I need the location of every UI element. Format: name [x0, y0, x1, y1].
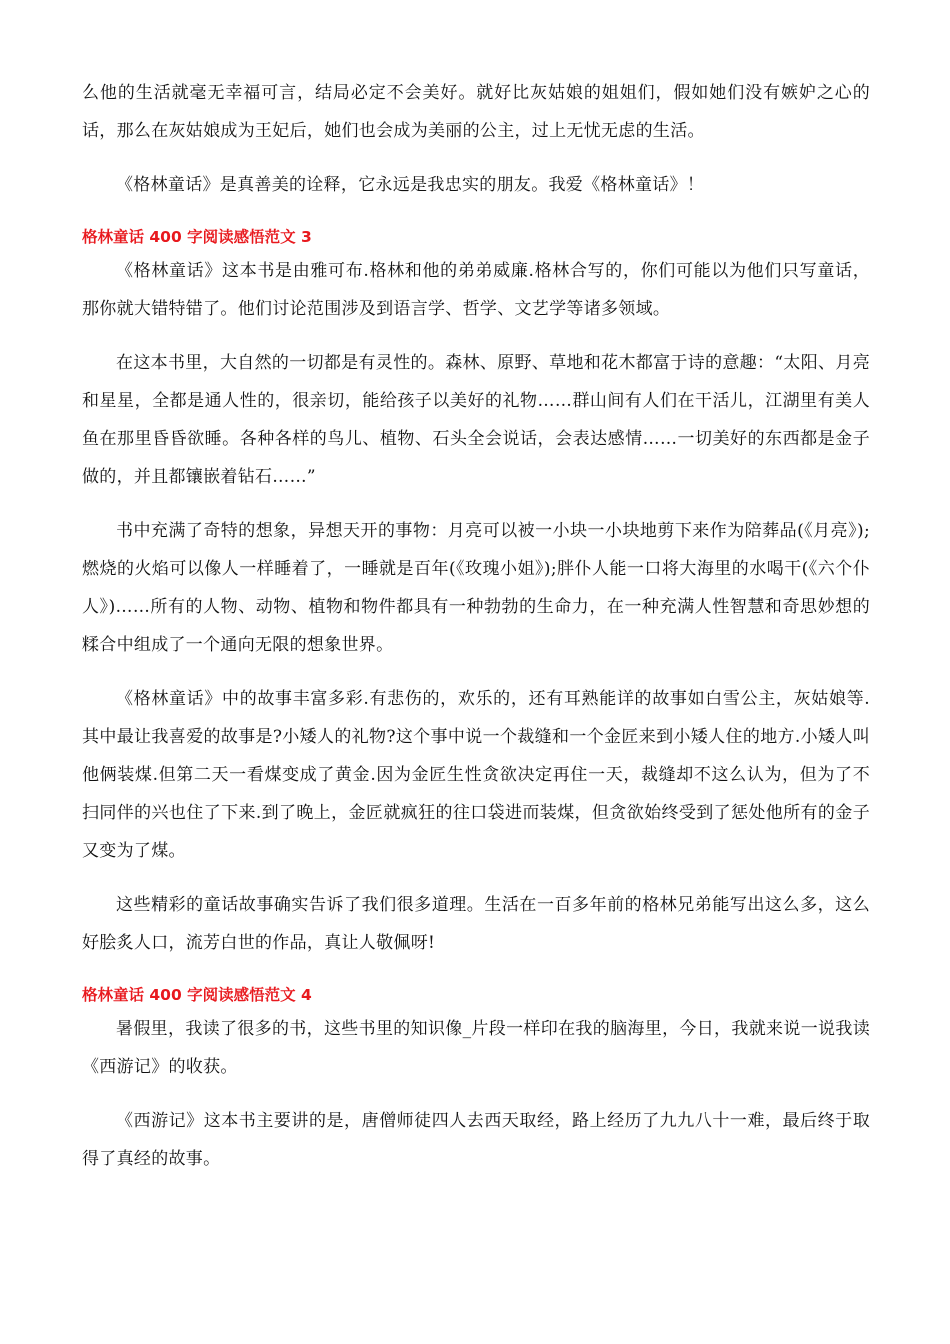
- section-heading-essay-4: 格林童话 400 字阅读感悟范文 4: [82, 986, 312, 1004]
- document-page: [82, 74, 870, 1194]
- paragraph-journey-west: 《西游记》这本书主要讲的是，唐僧师徒四人去西天取经，路上经历了九九八十一难，最后终于取得了真经的故事。: [82, 1111, 870, 1169]
- paragraph-love-grimm: 《格林童话》是真善美的诠释，它永远是我忠实的朋友。我爱《格林童话》！: [116, 175, 705, 195]
- paragraph-authors: 《格林童话》这本书是由雅可布.格林和他的弟弟威廉.格林合写的，你们可能以为他们只写童话，那你就大错特错了。他们讨论范围涉及到语言学、哲学、文艺学等诸多领域。: [82, 261, 870, 319]
- paragraph-summer-reading: 暑假里，我读了很多的书，这些书里的知识像_片段一样印在我的脑海里，今日，我就来说一说我读《西游记》的收获。: [82, 1019, 870, 1077]
- paragraph-conclusion: 这些精彩的童话故事确实告诉了我们很多道理。生活在一百多年前的格林兄弟能写出这么多，这么好脍炙人口，流芳白世的作品，真让人敬佩呀!: [82, 895, 870, 953]
- paragraph-continuation: 么他的生活就毫无幸福可言，结局必定不会美好。就好比灰姑娘的姐姐们，假如她们没有嫉妒之心的话，那么在灰姑娘成为王妃后，她们也会成为美丽的公主，过上无忧无虑的生活。: [82, 83, 870, 141]
- paragraph-favorite-story: 《格林童话》中的故事丰富多彩.有悲伤的，欢乐的，还有耳熟能详的故事如白雪公主，灰姑娘等.其中最让我喜爱的故事是?小矮人的礼物?这个事中说一个裁缝和一个金匠来到小矮人住的地方.小矮人叫他俩装煤.但第二天一看煤变成了黄金.因为金匠生性贪欲决定再住一天，裁缝却不这么认为，但为了不扫同伴的兴也住了下来.到了晚上，金匠就疯狂的往口袋进而装煤，但贪欲始终受到了惩处他所有的金子又变为了煤。: [82, 689, 870, 861]
- section-heading-essay-3: 格林童话 400 字阅读感悟范文 3: [82, 228, 312, 246]
- paragraph-nature: 在这本书里，大自然的一切都是有灵性的。森林、原野、草地和花木都富于诗的意趣：“太阳、月亮和星星，全都是通人性的，很亲切，能给孩子以美好的礼物……群山间有人们在干活儿，江湖里有美人鱼在那里昏昏欲睡。各种各样的鸟儿、植物、石头全会说话，会表达感情……一切美好的东西都是金子做的，并且都镶嵌着钻石……”: [82, 353, 870, 487]
- paragraph-imagination: 书中充满了奇特的想象，异想天开的事物：月亮可以被一小块一小块地剪下来作为陪葬品(《月亮》);燃烧的火焰可以像人一样睡着了，一睡就是百年(《玫瑰小姐》);胖仆人能一口将大海里的水喝干(《六个仆人》)……所有的人物、动物、植物和物件都具有一种勃勃的生命力，在一种充满人性智慧和奇思妙想的糅合中组成了一个通向无限的想象世界。: [82, 521, 870, 655]
